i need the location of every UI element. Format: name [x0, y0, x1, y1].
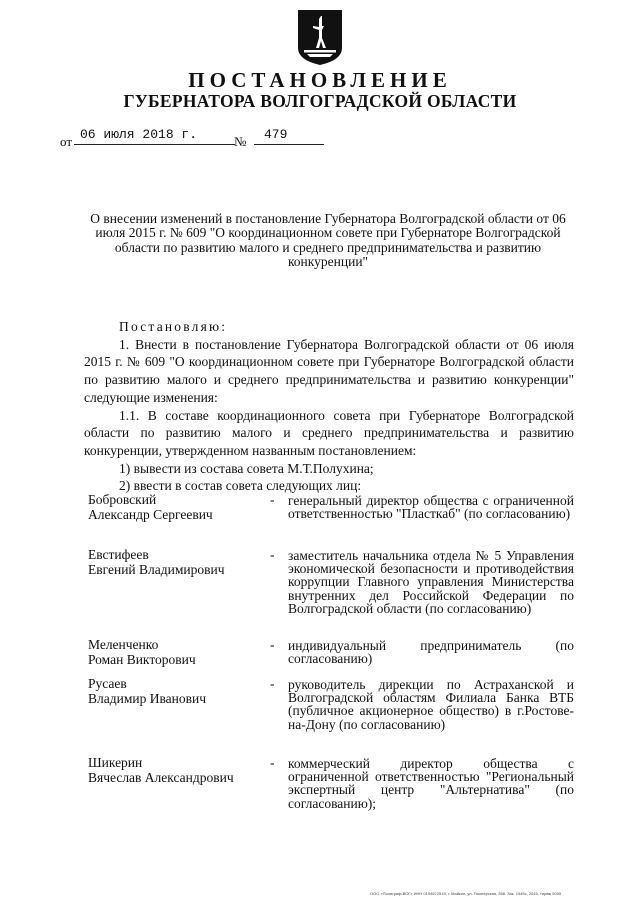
- paragraph-1-1: 1.1. В составе координационного совета при Губернаторе Волгоградской области по развитию малого и среднего предпринимательства и развитию конкуренции, утвержденном названным постановлением:: [84, 407, 574, 458]
- item-1: 1) вывести из состава совета М.Т.Полухина;: [119, 460, 374, 476]
- member-position: коммерческий директор общества с ограниченной ответственностью "Региональный экспертный центр "Альтернатива" (по согласованию);: [288, 756, 574, 811]
- document-number: 479: [254, 128, 324, 145]
- member-list: [88, 492, 574, 819]
- member-given-name: Вячеслав Александрович: [88, 770, 234, 786]
- member-name: [88, 547, 263, 578]
- member-row: [88, 755, 574, 819]
- member-dash: -: [270, 637, 275, 652]
- member-position: руководитель дирекции по Астраханской и Волгоградской областям Филиала Банка ВТБ (публичное акционерное общество) в г.Ростове-на-Дону (по согласованию): [288, 677, 574, 732]
- member-surname: Русаев: [88, 676, 127, 691]
- member-given-name: Александр Сергеевич: [88, 507, 213, 523]
- document-date: 06 июля 2018 г.: [74, 128, 235, 145]
- member-surname: Меленченко: [88, 637, 159, 652]
- member-row: [88, 637, 574, 676]
- member-name: [88, 676, 263, 707]
- member-row: [88, 676, 574, 755]
- member-name: [88, 492, 263, 523]
- member-position: индивидуальный предприниматель (по согласованию): [288, 638, 574, 667]
- document-type-title: ПОСТАНОВЛЕНИЕ: [188, 68, 452, 92]
- document-subject: О внесении изменений в постановление Губернатора Волгоградской области от 06 июля 2015 г. № 609 "О координационном совете при Губернаторе Волгоградской области по развитию малого и среднего предпринимательства и развитию конкуренции": [90, 211, 566, 269]
- document-body: [84, 318, 574, 495]
- printer-imprint: ООО «Полиграф-ВОГ» ИНН 0194672519, г. Майкоп, ул. Пионерская, 268. Зак. 1945с, 2015, тираж 5000: [370, 891, 562, 896]
- member-given-name: Роман Викторович: [88, 652, 196, 668]
- volgograd-emblem-icon: [295, 8, 345, 66]
- member-surname: Евстифеев: [88, 547, 149, 562]
- member-dash: -: [270, 755, 275, 770]
- member-row: [88, 547, 574, 637]
- date-prefix: от: [60, 134, 73, 149]
- paragraph-1: 1. Внести в постановление Губернатора Волгоградской области от 06 июля 2015 г. № 609 "О координационном совете при Губернаторе Волгоградской области по развитию малого и среднего предпринимательства и развитию конкуренции" следующие изменения:: [84, 336, 574, 405]
- member-surname: Бобровский: [88, 492, 157, 507]
- item-2: 2) ввести в состав совета следующих лиц:: [119, 478, 362, 494]
- member-dash: -: [270, 676, 275, 691]
- date-number-line: [0, 128, 640, 152]
- number-sign: №: [234, 134, 247, 149]
- issuer-title: ГУБЕРНАТОРА ВОЛГОГРАДСКОЙ ОБЛАСТИ: [123, 91, 517, 111]
- member-row: [88, 492, 574, 547]
- member-dash: -: [270, 547, 275, 562]
- member-surname: Шикерин: [88, 755, 143, 770]
- member-position: генеральный директор общества с ограниченной ответственностью "Пласткаб" (по согласованию): [288, 493, 574, 522]
- member-given-name: Евгений Владимирович: [88, 562, 225, 578]
- member-position: заместитель начальника отдела № 5 Управления экономической безопасности и противодействия коррупции Главного управления Министерства внутренних дел Российской Федерации по Волгоградской области (по согласованию): [288, 548, 574, 616]
- decree-word: Постановляю:: [119, 319, 228, 334]
- member-dash: -: [270, 492, 275, 507]
- member-name: [88, 637, 263, 668]
- member-name: [88, 755, 263, 786]
- member-given-name: Владимир Иванович: [88, 691, 207, 707]
